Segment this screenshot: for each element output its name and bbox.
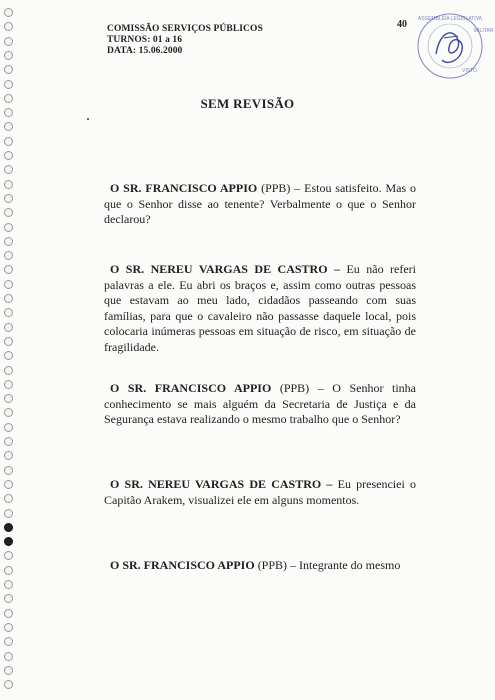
binder-hole — [4, 337, 13, 346]
binder-hole — [4, 451, 13, 460]
binder-hole — [4, 122, 13, 131]
binder-hole — [4, 437, 13, 446]
binder-hole — [4, 51, 13, 60]
ink-speck — [87, 118, 89, 120]
speech-text: (PPB) – Integrante do mesmo — [254, 558, 401, 572]
speech-text: (PPB) – Estou satisfeito. Mas o que o Senhor disse ao tenente? Verbalmente o que o Senhor declarou? — [104, 181, 416, 226]
binder-hole — [4, 351, 13, 360]
binder-hole — [4, 194, 13, 203]
binder-hole — [4, 208, 13, 217]
binder-hole — [4, 180, 13, 189]
binder-hole — [4, 680, 13, 689]
speaker-name: O SR. NEREU VARGAS DE CASTRO – — [110, 477, 333, 491]
binder-hole — [4, 408, 13, 417]
speech-text: Eu não referi palavras a ele. Eu abri os braços e, assim como outras pessoas que estavam ao meu lado, cidadãos passeando com suas famílias, para que o cavaleiro não passasse daquele local, pois colocaria inúmeras pessoas em situação de risco, em situação de fragilidade. — [104, 262, 416, 354]
binder-hole — [4, 308, 13, 317]
binder-hole — [4, 323, 13, 332]
binder-hole — [4, 594, 13, 603]
speaker-name: O SR. FRANCISCO APPIO — [110, 558, 255, 572]
binder-hole — [4, 80, 13, 89]
binder-hole — [4, 580, 13, 589]
binder-hole — [4, 480, 13, 489]
binder-hole — [4, 509, 13, 518]
document-title: SEM REVISÃO — [200, 96, 295, 111]
page-number: 40 — [397, 19, 407, 30]
binder-hole — [4, 265, 13, 274]
binder-hole — [4, 22, 13, 31]
binder-hole — [4, 537, 13, 546]
binder-hole — [4, 566, 13, 575]
binder-hole — [4, 151, 13, 160]
binder-hole — [4, 223, 13, 232]
binder-hole — [4, 280, 13, 289]
binder-hole — [4, 65, 13, 74]
binder-hole — [4, 609, 13, 618]
binder-hole — [4, 652, 13, 661]
binder-hole — [4, 623, 13, 632]
speaker-name: O SR. FRANCISCO APPIO — [110, 181, 258, 195]
header-commission: COMISSÃO SERVIÇOS PÚBLICOS — [107, 24, 263, 34]
transcript-paragraph — [104, 477, 416, 508]
speaker-name: O SR. FRANCISCO APPIO — [110, 381, 272, 395]
binder-hole — [4, 366, 13, 375]
document-header — [107, 24, 263, 57]
binder-hole — [4, 294, 13, 303]
binder-hole — [4, 466, 13, 475]
speech-text: (PPB) – O Senhor tinha conhecimento se mais alguém da Secretaria de Justiça e da Segurança estava realizando o mesmo trabalho que o Senhor? — [104, 381, 416, 426]
stamp-text-right: MILITAR — [474, 28, 494, 34]
binder-hole — [4, 423, 13, 432]
binder-hole — [4, 551, 13, 560]
header-date: DATA: 15.06.2000 — [107, 46, 183, 56]
binder-hole — [4, 251, 13, 260]
binder-hole — [4, 394, 13, 403]
speaker-name: O SR. NEREU VARGAS DE CASTRO – — [110, 262, 340, 276]
speech-text: Eu presenciei o Capitão Arakem, visualizei ele em alguns momentos. — [104, 477, 416, 507]
transcript-paragraph — [104, 181, 416, 228]
binder-hole — [4, 666, 13, 675]
binder-hole — [4, 380, 13, 389]
binder-hole — [4, 637, 13, 646]
transcript-paragraph — [104, 558, 416, 574]
transcript-paragraph — [104, 262, 416, 355]
binder-hole — [4, 37, 13, 46]
binder-hole — [4, 165, 13, 174]
stamp-text-bottom: VISTO — [462, 68, 477, 74]
binder-hole — [4, 8, 13, 17]
binder-hole — [4, 523, 13, 532]
binder-hole — [4, 237, 13, 246]
stamp-text-top: ASSEMBLÉIA LEGISLATIVA — [417, 16, 483, 22]
binder-hole — [4, 494, 13, 503]
header-shifts: TURNOS: 01 a 16 — [107, 35, 183, 45]
transcript-paragraph — [104, 381, 416, 428]
binder-hole — [4, 137, 13, 146]
official-stamp — [414, 10, 494, 82]
